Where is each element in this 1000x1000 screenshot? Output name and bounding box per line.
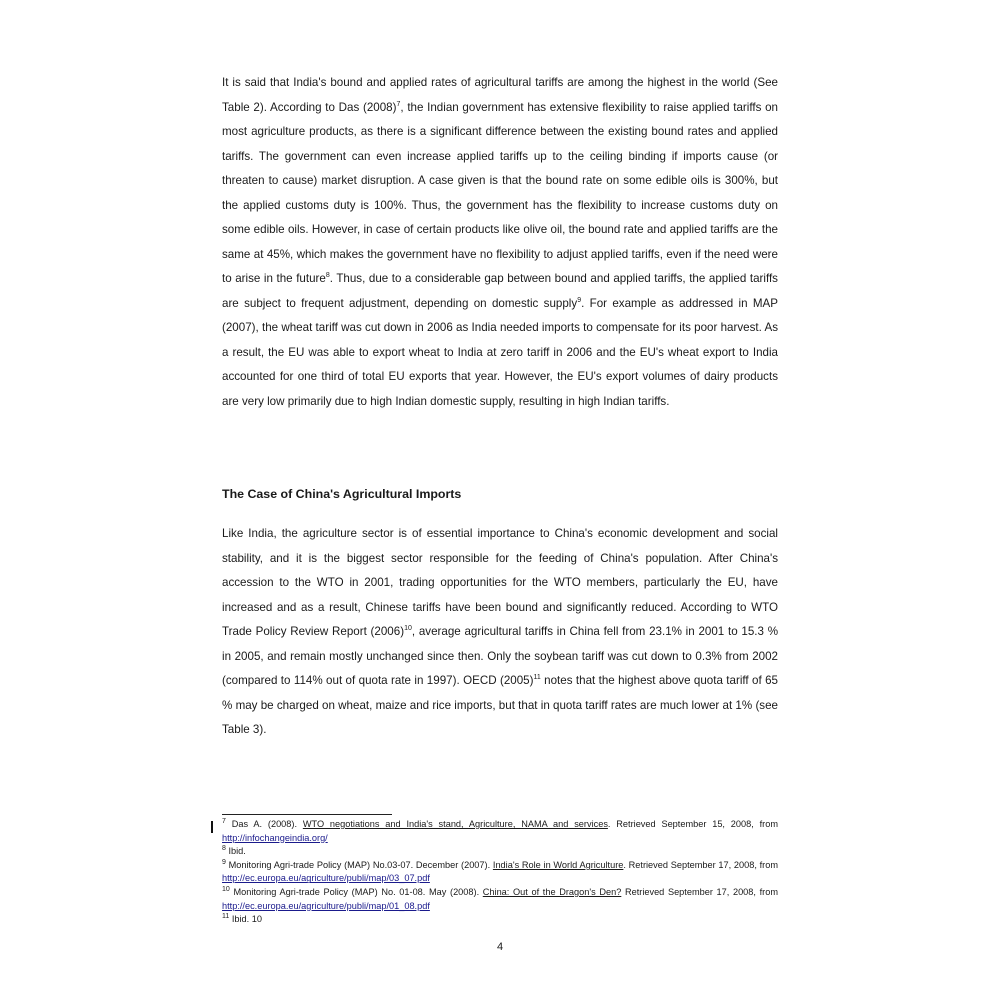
paragraph-text: It is said that India's bound and applied rates of agricultural tariffs are among the highest in the world (See Table 2). According to Das (2008) bbox=[222, 76, 778, 114]
paragraph-text: . Thus, due to a considerable gap between bound and applied tariffs, the applied tariffs are subject to frequent adjustment, depending on domestic supply bbox=[222, 272, 778, 310]
paragraph-text: Like India, the agriculture sector is of essential importance to China's economic development and social stability, and it is the biggest sector responsible for the feeding of China's population. After China's accession to the WTO in 2001, trading opportunities for the WTO members, particularly the EU, have increased and as a result, Chinese tariffs have been bound and significantly reduced. According to WTO Trade Policy Review Report (2006) bbox=[222, 527, 778, 638]
footnote-9 bbox=[222, 859, 778, 886]
footnote-ref[interactable]: 7 bbox=[396, 100, 401, 108]
footnote-ref[interactable]: 10 bbox=[404, 625, 412, 633]
footnote-title: China: Out of the Dragon's Den? bbox=[482, 886, 622, 897]
footnote-text: Das A. (2008). bbox=[225, 819, 303, 829]
footnote-ref[interactable]: 9 bbox=[577, 296, 582, 304]
footnote-title: WTO negotiations and India's stand, Agriculture, NAMA and services bbox=[302, 819, 608, 829]
paragraph-text: . For example as addressed in MAP (2007), the wheat tariff was cut down in 2006 as India needed imports to compensate for its poor harvest. As a result, the EU was able to export wheat to India at zero tariff in 2006 and the EU's wheat export to India accounted for one third of total EU exports that year. However, the EU's export volumes of dairy products are very low primarily due to high Indian domestic supply, resulting in high Indian tariffs. bbox=[222, 296, 778, 408]
footnote-link[interactable]: http://ec.europa.eu/agriculture/publi/map/01_08.pdf bbox=[222, 900, 430, 911]
section-heading: The Case of China's Agricultural Imports bbox=[222, 487, 462, 501]
paragraph-text: , the Indian government has extensive flexibility to raise applied tariffs on most agriculture products, as there is a significant difference between the existing bound rates and applied tariffs. The government can even increase applied tariffs up to the ceiling binding if imports cause (or threaten to cause) market disruption. A case given is that the bound rate on some edible oils is 300%, but the applied customs duty is 100%. Thus, the government has the flexibility to increase customs duty on some edible oils. However, in case of certain products like olive oil, the bound rate and applied tariffs are the same at 45%, which makes the government have no flexibility to adjust applied tariffs, even if the need were to arise in the future bbox=[222, 100, 778, 285]
footnote-text: Monitoring Agri-trade Policy (MAP) No.03-07. December (2007). bbox=[225, 859, 493, 870]
footnote-title: India's Role in World Agriculture bbox=[492, 859, 624, 870]
body-paragraph-india bbox=[222, 71, 778, 414]
footnote-8 bbox=[222, 845, 778, 859]
footnote-text: Ibid. bbox=[225, 846, 246, 857]
paragraph-text: notes that the highest above quota tariff of 65 % may be charged on wheat, maize and rice imports, but that in quota tariff rates are much lower at 1% (see Table 3). bbox=[222, 674, 778, 736]
footnote-link[interactable]: http://infochangeindia.org/ bbox=[222, 832, 328, 843]
footnote-7 bbox=[222, 818, 778, 845]
footnote-number: 10 bbox=[222, 885, 230, 893]
footnotes-block bbox=[222, 818, 778, 927]
footnote-ref[interactable]: 11 bbox=[533, 674, 541, 682]
footnote-text: . Retrieved September 17, 2008, from bbox=[623, 859, 778, 870]
footnote-separator bbox=[222, 814, 392, 815]
footnote-10 bbox=[222, 886, 778, 913]
footnote-number: 7 bbox=[222, 817, 226, 825]
footnote-11 bbox=[222, 913, 778, 927]
footnote-number: 8 bbox=[222, 845, 226, 853]
footnote-text: Monitoring Agri-trade Policy (MAP) No. 01-08. May (2008). bbox=[229, 886, 483, 897]
footnote-link[interactable]: http://ec.europa.eu/agriculture/publi/map/03_07.pdf bbox=[222, 873, 430, 884]
body-paragraph-china bbox=[222, 522, 778, 743]
footnote-text: Retrieved September 17, 2008, from bbox=[621, 886, 778, 897]
footnote-text: Ibid. 10 bbox=[229, 914, 262, 925]
footnote-number: 9 bbox=[222, 858, 226, 866]
page-number: 4 bbox=[496, 941, 504, 953]
footnote-ref[interactable]: 8 bbox=[325, 272, 330, 280]
footnote-text: . Retrieved September 15, 2008, from bbox=[607, 819, 779, 829]
footnote-number: 11 bbox=[222, 913, 230, 921]
paragraph-text: , average agricultural tariffs in China fell from 23.1% in 2001 to 15.3 % in 2005, and remain mostly unchanged since then. Only the soybean tariff was cut down to 0.3% from 2002 (compared to 114% out of quota rate in 1997). OECD (2005) bbox=[222, 625, 779, 687]
change-bar-marker bbox=[211, 821, 213, 833]
